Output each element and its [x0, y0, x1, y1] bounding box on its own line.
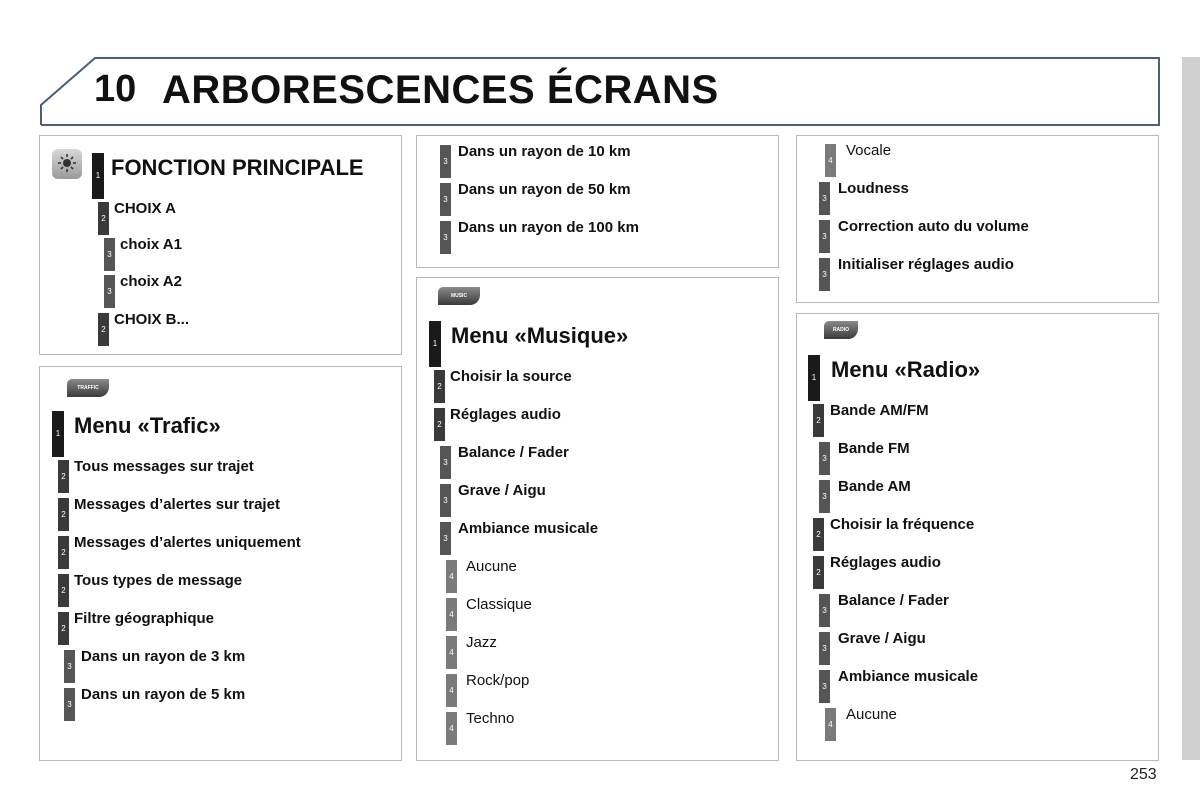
menu-item-label: Menu «Musique»: [451, 323, 629, 348]
side-tab: [1182, 57, 1200, 760]
level-marker: 2: [98, 313, 109, 346]
menu-item-label: Dans un rayon de 10 km: [458, 143, 631, 160]
level-marker: 2: [98, 202, 109, 235]
level-marker: 4: [825, 144, 836, 177]
menu-item-label: Techno: [466, 710, 515, 727]
light-icon: [52, 149, 82, 179]
menu-item-label: Dans un rayon de 5 km: [81, 686, 246, 703]
level-marker: 3: [819, 220, 830, 253]
menu-item-label: Bande AM: [838, 478, 911, 495]
level-marker: 3: [819, 182, 830, 215]
menu-item-label: Correction auto du volume: [838, 218, 1029, 235]
level-marker: 1: [429, 321, 441, 367]
page-number: 253: [1130, 766, 1157, 783]
traffic-badge-icon: TRAFFIC: [67, 379, 109, 397]
menu-item-label: Aucune: [466, 558, 517, 575]
menu-item-label: Aucune: [846, 706, 897, 723]
menu-item-label: Ambiance musicale: [838, 668, 979, 685]
level-marker: 1: [52, 411, 64, 457]
chapter-title: ARBORESCENCES ÉCRANS: [162, 68, 719, 112]
radio-badge-icon: RADIO: [824, 321, 858, 339]
level-marker: 2: [58, 574, 69, 607]
level-marker: 2: [58, 460, 69, 493]
level-marker: 4: [446, 598, 457, 631]
menu-item-label: Bande AM/FM: [830, 402, 929, 419]
menu-item-label: Grave / Aigu: [838, 630, 926, 647]
level-marker: 3: [440, 183, 451, 216]
panel-trafic: [39, 366, 402, 761]
menu-item-label: Choisir la source: [450, 368, 572, 385]
menu-item-label: choix A1: [120, 236, 182, 253]
panel-main-function: [39, 135, 402, 355]
menu-item-label: Dans un rayon de 50 km: [458, 181, 631, 198]
level-marker: 1: [808, 355, 820, 401]
menu-item-label: Ambiance musicale: [458, 520, 599, 537]
level-marker: 3: [64, 688, 75, 721]
level-marker: 2: [58, 498, 69, 531]
level-marker: 3: [819, 480, 830, 513]
level-marker: 3: [104, 238, 115, 271]
menu-item-label: Tous messages sur trajet: [74, 458, 254, 475]
level-marker: 4: [446, 560, 457, 593]
menu-item-label: Messages d’alertes uniquement: [74, 534, 301, 551]
level-marker: 3: [440, 221, 451, 254]
menu-item-label: Filtre géographique: [74, 610, 215, 627]
menu-item-label: Dans un rayon de 3 km: [81, 648, 246, 665]
level-marker: 3: [819, 594, 830, 627]
panel-musique: [416, 277, 779, 761]
level-marker: 1: [92, 153, 104, 199]
menu-item-label: FONCTION PRINCIPALE: [111, 155, 364, 180]
panel-radio: [796, 313, 1159, 761]
level-marker: 4: [825, 708, 836, 741]
level-marker: 4: [446, 712, 457, 745]
level-marker: 3: [819, 632, 830, 665]
level-marker: 2: [58, 536, 69, 569]
menu-item-label: Vocale: [846, 142, 892, 159]
level-marker: 3: [819, 258, 830, 291]
menu-item-label: CHOIX B...: [114, 311, 190, 328]
menu-item-label: Dans un rayon de 100 km: [458, 219, 639, 236]
menu-item-label: Loudness: [838, 180, 909, 197]
level-marker: 2: [813, 518, 824, 551]
menu-item-label: Initialiser réglages audio: [838, 256, 1014, 273]
menu-item-label: Grave / Aigu: [458, 482, 546, 499]
menu-item-label: Menu «Trafic»: [74, 413, 221, 438]
music-badge-icon: MUSIC: [438, 287, 480, 305]
menu-item-label: CHOIX A: [114, 200, 176, 217]
level-marker: 2: [58, 612, 69, 645]
level-marker: 2: [813, 404, 824, 437]
level-marker: 3: [440, 145, 451, 178]
menu-item-label: Tous types de message: [74, 572, 243, 589]
menu-item-label: Rock/pop: [466, 672, 530, 689]
menu-item-label: Classique: [466, 596, 532, 613]
menu-item-label: Bande FM: [838, 440, 910, 457]
panel-musique-continued: [796, 135, 1159, 303]
level-marker: 3: [819, 442, 830, 475]
level-marker: 3: [819, 670, 830, 703]
level-marker: 2: [434, 370, 445, 403]
level-marker: 4: [446, 674, 457, 707]
level-marker: 3: [64, 650, 75, 683]
menu-item-label: Réglages audio: [450, 406, 561, 423]
level-marker: 4: [446, 636, 457, 669]
menu-item-label: Jazz: [466, 634, 497, 651]
menu-item-label: Réglages audio: [830, 554, 941, 571]
level-marker: 3: [440, 484, 451, 517]
menu-item-label: Balance / Fader: [838, 592, 949, 609]
level-marker: 2: [434, 408, 445, 441]
level-marker: 3: [440, 522, 451, 555]
menu-item-label: Balance / Fader: [458, 444, 569, 461]
level-marker: 3: [104, 275, 115, 308]
menu-item-label: Choisir la fréquence: [830, 516, 975, 533]
panel-trafic-continued: [416, 135, 779, 268]
level-marker: 2: [813, 556, 824, 589]
chapter-number: 10: [94, 68, 137, 110]
menu-item-label: Messages d’alertes sur trajet: [74, 496, 280, 513]
menu-item-label: Menu «Radio»: [831, 357, 981, 382]
menu-item-label: choix A2: [120, 273, 182, 290]
level-marker: 3: [440, 446, 451, 479]
